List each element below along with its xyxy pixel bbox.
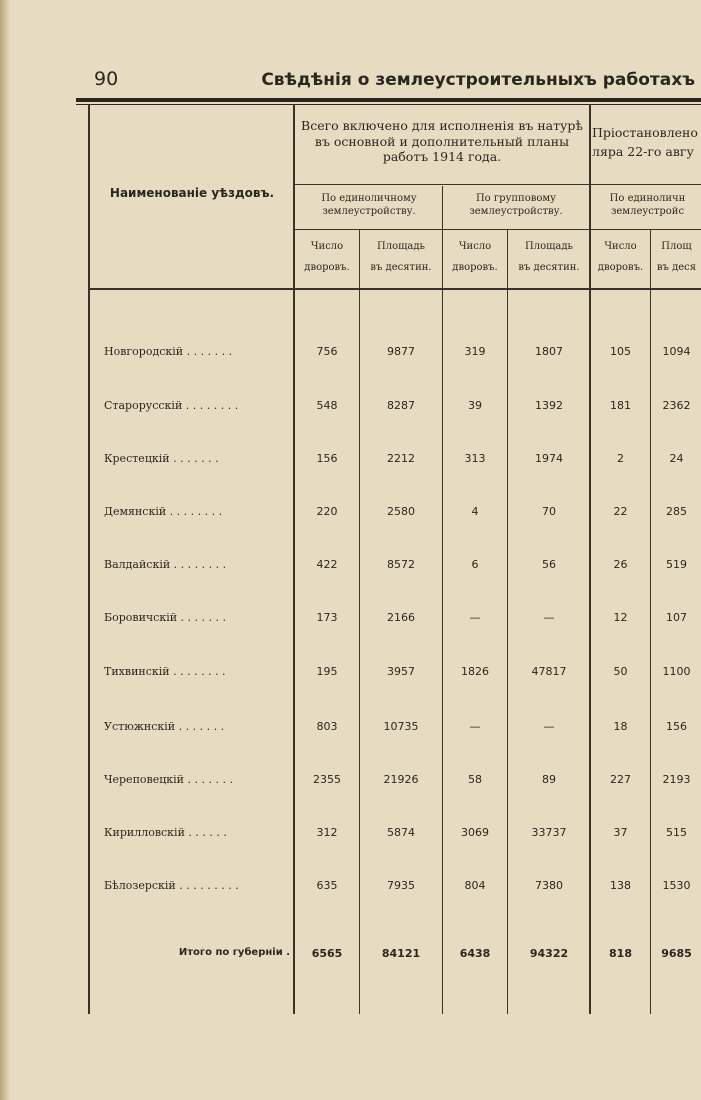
cell-suspended-area: 1094 xyxy=(662,345,691,358)
table-row xyxy=(0,452,701,472)
cell-individual-area: 9877 xyxy=(387,345,415,358)
subgroup-header-group: По групповому землеустройству. xyxy=(469,193,563,217)
cell-suspended-area: 24 xyxy=(669,452,684,465)
cell-suspended-households: 50 xyxy=(613,665,628,678)
cell-header-top: Площадь xyxy=(377,241,425,252)
table-row xyxy=(0,665,701,685)
cell-suspended-households: 2 xyxy=(617,452,624,465)
cell-suspended-households: 227 xyxy=(610,773,631,786)
cell-suspended-area: 2193 xyxy=(662,773,691,786)
cell-group-area: 70 xyxy=(542,505,556,518)
cell-group-households: — xyxy=(469,720,481,733)
cell-group-households: 4 xyxy=(471,505,479,518)
cell-individual-area: 2212 xyxy=(387,452,415,465)
cell-group-area: — xyxy=(543,720,555,733)
cell-individual-households: 2355 xyxy=(313,773,341,786)
page-header xyxy=(0,62,701,98)
cell-header-top: Число xyxy=(458,241,492,252)
cell-individual-households: 195 xyxy=(316,665,338,678)
cell-group-households: 804 xyxy=(464,879,486,892)
district-name: Валдайскій . . . . . . . . xyxy=(104,558,227,571)
cell-individual-households: 220 xyxy=(316,505,338,518)
cell-header-bottom: въ десятин. xyxy=(370,262,432,273)
table-row xyxy=(0,558,701,578)
cell-group-area: 47817 xyxy=(531,665,567,678)
cell-header-top: Число xyxy=(310,241,344,252)
cell-suspended-households: 181 xyxy=(610,399,631,412)
cell-suspended-households: 105 xyxy=(610,345,631,358)
table-row xyxy=(0,720,701,740)
cell-header-bottom: дворовъ. xyxy=(597,262,644,273)
district-column-header: Наименованіе уѣздовъ. xyxy=(109,186,275,200)
cell-individual-households: 422 xyxy=(316,558,338,571)
cell-header-bottom: дворовъ. xyxy=(304,262,350,273)
cell-suspended-area: 107 xyxy=(666,611,687,624)
table-row xyxy=(0,611,701,631)
cell-suspended-households: 18 xyxy=(613,720,628,733)
cell-individual-households: 156 xyxy=(316,452,338,465)
cell-group-households: 313 xyxy=(464,452,486,465)
district-name: Тихвинскій . . . . . . . . xyxy=(104,665,226,678)
cell-individual-area: 10735 xyxy=(383,720,419,733)
header-rule xyxy=(76,98,701,102)
cell-suspended-households: 37 xyxy=(613,826,628,839)
cell-group-households: 3069 xyxy=(461,826,489,839)
district-name: Новгородскій . . . . . . . xyxy=(104,345,233,358)
table-row xyxy=(0,345,701,365)
page-number: 90 xyxy=(94,68,119,90)
running-title: Свѣдѣнія о землеустроительныхъ работахъ xyxy=(261,70,695,90)
cell-suspended-households: 26 xyxy=(613,558,628,571)
cell-group-area: 1392 xyxy=(535,399,563,412)
cell-group-area: — xyxy=(543,611,555,624)
cell-individual-households: 803 xyxy=(316,720,338,733)
cell-group-area: 89 xyxy=(542,773,556,786)
header-rule-thin xyxy=(76,104,701,105)
cell-individual-households: 312 xyxy=(316,826,338,839)
cell-header-bottom: дворовъ. xyxy=(452,262,498,273)
total-group-area: 94322 xyxy=(529,947,569,960)
district-name: Крестецкій . . . . . . . xyxy=(104,452,219,465)
cell-group-area: 33737 xyxy=(531,826,567,839)
cell-individual-area: 8572 xyxy=(387,558,415,571)
cell-group-area: 1807 xyxy=(535,345,563,358)
table-row xyxy=(0,399,701,419)
cell-suspended-households: 138 xyxy=(610,879,631,892)
cell-group-households: 6 xyxy=(471,558,479,571)
group-header-total: Всего включено для исполненія въ натурѣ въ основной и дополнительный планы работъ 1914 года. xyxy=(301,118,583,165)
total-label: Итого по губерніи . xyxy=(178,947,290,958)
cell-individual-households: 635 xyxy=(316,879,338,892)
cell-individual-area: 2580 xyxy=(387,505,415,518)
cell-individual-households: 756 xyxy=(316,345,338,358)
subgroup-header-individual: По единоличному землеустройству. xyxy=(321,193,417,217)
cell-group-households: — xyxy=(469,611,481,624)
cell-group-households: 319 xyxy=(464,345,486,358)
cell-suspended-area: 1530 xyxy=(662,879,691,892)
cell-individual-area: 2166 xyxy=(387,611,415,624)
cell-suspended-area: 156 xyxy=(666,720,687,733)
table-row xyxy=(0,879,701,899)
district-name: Кирилловскій . . . . . . xyxy=(104,826,227,839)
total-row xyxy=(0,947,701,967)
total-suspended-area: 9685 xyxy=(661,947,692,960)
district-name: Боровичскій . . . . . . . xyxy=(104,611,227,624)
cell-individual-area: 7935 xyxy=(387,879,415,892)
total-suspended-households: 818 xyxy=(609,947,632,960)
cell-group-households: 58 xyxy=(468,773,482,786)
cell-suspended-area: 285 xyxy=(666,505,687,518)
cell-group-area: 7380 xyxy=(535,879,563,892)
cell-suspended-area: 519 xyxy=(666,558,687,571)
district-name: Старорусскій . . . . . . . . xyxy=(104,399,239,412)
cell-individual-area: 21926 xyxy=(383,773,419,786)
district-name: Устюжнскій . . . . . . . xyxy=(104,720,225,733)
cell-individual-area: 5874 xyxy=(387,826,415,839)
table-row xyxy=(0,773,701,793)
cell-suspended-households: 12 xyxy=(613,611,628,624)
cell-group-area: 56 xyxy=(542,558,556,571)
cell-individual-households: 548 xyxy=(316,399,338,412)
total-group-households: 6438 xyxy=(459,947,491,960)
cell-header-bottom: въ десятин. xyxy=(518,262,580,273)
total-individual-households: 6565 xyxy=(311,947,343,960)
cell-suspended-households: 22 xyxy=(613,505,628,518)
cell-individual-households: 173 xyxy=(316,611,338,624)
header-bottom-rule xyxy=(88,288,701,290)
cell-individual-area: 3957 xyxy=(387,665,415,678)
cell-group-area: 1974 xyxy=(535,452,563,465)
district-name: Бѣлозерскій . . . . . . . . . xyxy=(104,879,239,892)
table-row xyxy=(0,826,701,846)
header-divider xyxy=(293,229,701,230)
district-name: Демянскій . . . . . . . . xyxy=(104,505,223,518)
group-header-suspended: Пріостановлено ляра 22-го авгу xyxy=(592,125,698,159)
total-individual-area: 84121 xyxy=(381,947,421,960)
subgroup-header-individual-suspended: По единоличн землеустройс xyxy=(609,193,686,217)
cell-group-households: 39 xyxy=(468,399,482,412)
district-name: Череповецкій . . . . . . . xyxy=(104,773,233,786)
cell-header-top: Число xyxy=(604,241,637,252)
cell-suspended-area: 2362 xyxy=(662,399,691,412)
header-divider xyxy=(293,184,701,185)
page-edge xyxy=(0,0,10,1100)
cell-group-households: 1826 xyxy=(461,665,489,678)
cell-header-bottom: въ деся xyxy=(656,262,697,273)
table-row xyxy=(0,505,701,525)
cell-header-top: Площ xyxy=(661,241,692,252)
cell-header-top: Площадь xyxy=(525,241,573,252)
cell-suspended-area: 1100 xyxy=(662,665,691,678)
cell-suspended-area: 515 xyxy=(666,826,687,839)
cell-individual-area: 8287 xyxy=(387,399,415,412)
